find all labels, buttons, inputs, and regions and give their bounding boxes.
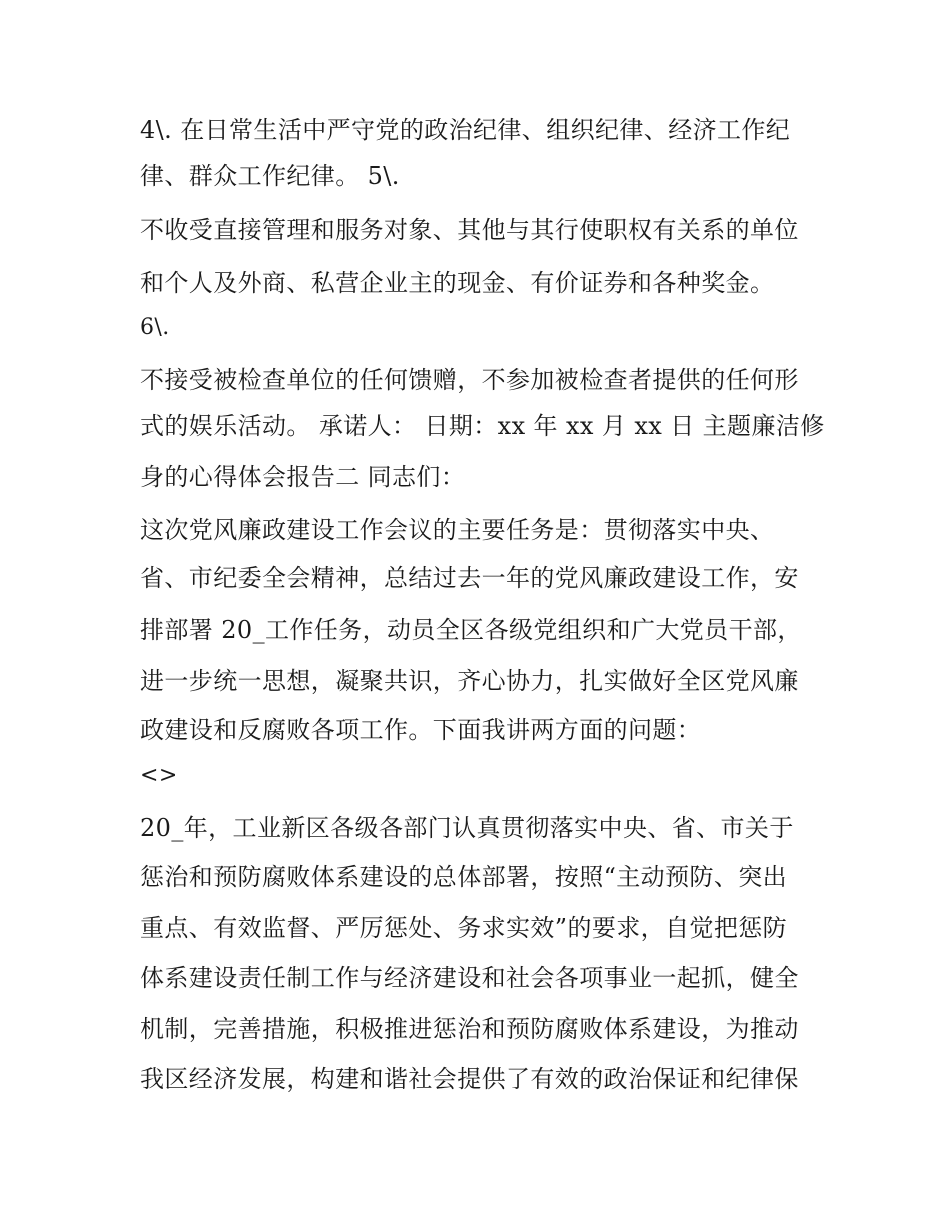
text-line: 式的娱乐活动。 承诺人： 日期：xx 年 xx 月 xx 日 主题廉洁修	[140, 412, 825, 440]
text-line: 排部署 20_工作任务，动员全区各级党组织和广大党员干部，	[140, 616, 802, 644]
text-line: 不接受被检查单位的任何馈赠，不参加被检查者提供的任何形	[140, 366, 799, 394]
text-line: 重点、有效监督、严厉惩处、务求实效”的要求，自觉把惩防	[140, 914, 788, 942]
text-line: 这次党风廉政建设工作会议的主要任务是：贯彻落实中央、	[140, 516, 775, 544]
text-line: 和个人及外商、私营企业主的现金、有价证券和各种奖金。	[140, 269, 775, 297]
text-line: <>	[140, 763, 178, 788]
text-line: 不收受直接管理和服务对象、其他与其行使职权有关系的单位	[140, 216, 799, 244]
text-line: 进一步统一思想，凝聚共识，齐心协力，扎实做好全区党风廉	[140, 667, 799, 695]
text-line: 20_年，工业新区各级各部门认真贯彻落实中央、省、市关于	[140, 814, 794, 842]
text-line: 4\. 在日常生活中严守党的政治纪律、组织纪律、经济工作纪	[140, 116, 791, 144]
text-line: 律、群众工作纪律。 5\.	[140, 162, 400, 190]
text-line: 机制，完善措施，积极推进惩治和预防腐败体系建设，为推动	[140, 1015, 799, 1043]
text-line: 省、市纪委全会精神，总结过去一年的党风廉政建设工作，安	[140, 564, 799, 592]
text-line: 身的心得体会报告二 同志们：	[140, 463, 466, 491]
text-line: 政建设和反腐败各项工作。下面我讲两方面的问题：	[140, 716, 702, 744]
text-line: 体系建设责任制工作与经济建设和社会各项事业一起抓，健全	[140, 964, 799, 992]
text-line: 我区经济发展，构建和谐社会提供了有效的政治保证和纪律保	[140, 1065, 799, 1093]
text-line: 6\.	[140, 315, 170, 340]
text-line: 惩治和预防腐败体系建设的总体部署，按照“主动预防、突出	[140, 863, 788, 891]
